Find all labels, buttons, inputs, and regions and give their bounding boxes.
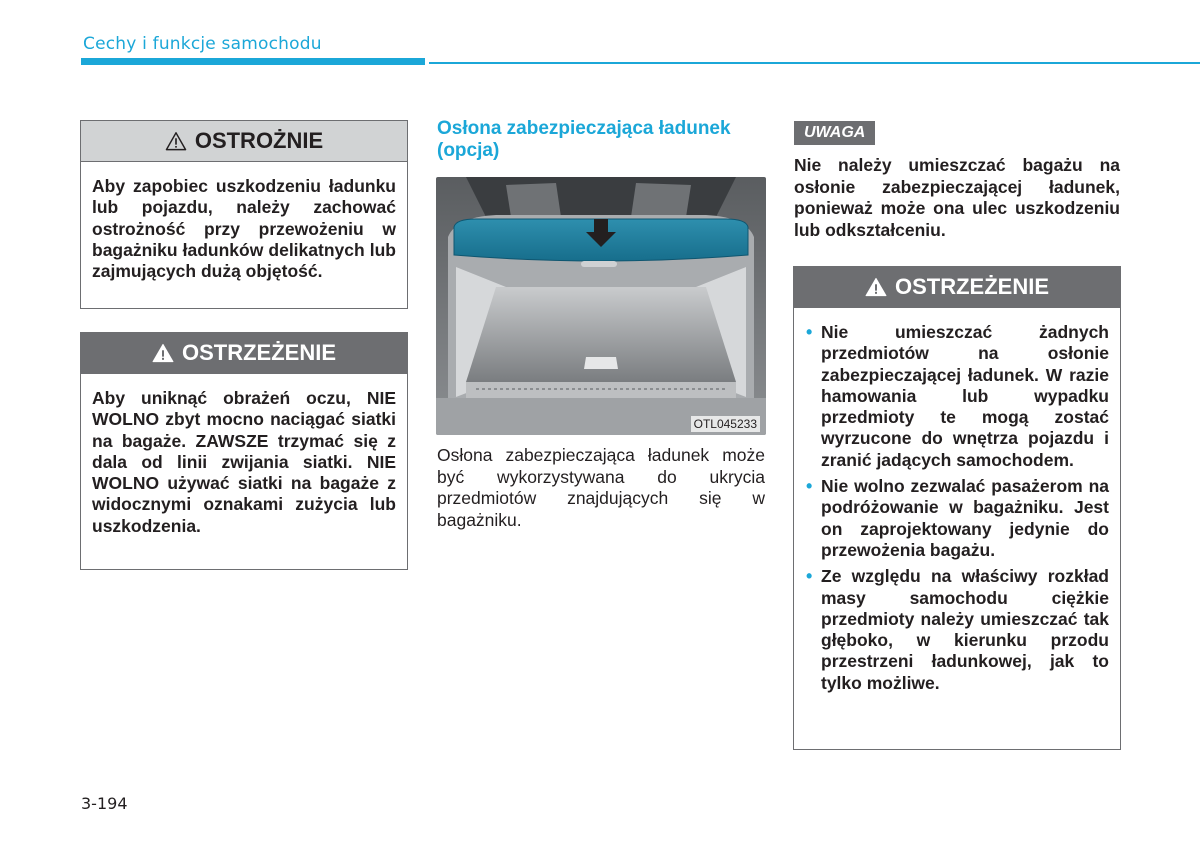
page-number: 3-194 (81, 794, 128, 813)
warning-title-left: OSTRZEŻENIE (181, 340, 336, 365)
header-accent-bar (81, 58, 425, 65)
note-tag: UWAGA (794, 121, 875, 145)
warning-triangle-icon (152, 343, 174, 363)
warning-list (805, 322, 1109, 694)
caution-box (80, 120, 408, 309)
warning-body-right (794, 308, 1120, 709)
warning-header-right (794, 267, 1120, 308)
image-code: OTL045233 (691, 416, 760, 432)
warning-title-right: OSTRZEŻENIE (894, 274, 1049, 299)
list-item: • Nie wolno zezwalać pasażerom na podróżowanie w bagażniku. Jest on zaprojektowany jedynie do przewożenia bagażu. (805, 476, 1109, 561)
page-header (81, 34, 1200, 70)
caution-triangle-icon (165, 131, 187, 151)
section-paragraph: Osłona zabezpieczająca ładunek może być wykorzystywana do ukrycia przedmiotów znajdujących się w bagażniku. (437, 445, 765, 530)
warning-text-left: Aby uniknąć obrażeń oczu, NIE WOLNO zbyt mocno naciągać siatki na bagaże. ZAWSZE trzymać się z dala od linii zwijania siatki. NIE WOLNO używać siatki na bagaże z widocznymi oznakami zużycia lub uszkodzenia. (92, 388, 396, 536)
section-header-title: Cechy i funkcje samochodu (83, 34, 322, 54)
list-item: • Ze względu na właściwy rozkład masy samochodu ciężkie przedmioty należy umieszczać tak głęboko, w kierunku przodu przestrzeni ładunkowej, jak to tylko możliwe. (805, 566, 1109, 694)
warning-header-left (81, 333, 407, 374)
warning-box-right (793, 266, 1121, 750)
cargo-cover-photo (436, 177, 766, 435)
header-rule (429, 62, 1200, 64)
caution-title: OSTROŻNIE (194, 128, 324, 153)
warning-box-left (80, 332, 408, 570)
caution-text: Aby zapobiec uszkodzeniu ładunku lub pojazdu, należy zachować ostrożność przy przewożeniu w bagażniku ładunków delikatnych lub zajmujących dużą objętość. (92, 176, 396, 282)
note-text: Nie należy umieszczać bagażu na osłonie zabezpieczającej ładunek, ponieważ może ona ulec uszkodzeniu lub odkształceniu. (794, 155, 1120, 240)
list-item: • Nie umieszczać żadnych przedmiotów na osłonie zabezpieczającej ładunek. W razie hamowania lub wypadku przedmioty te mogą zostać wyrzucone do wnętrza pojazdu i zranić jadących samochodem. (805, 322, 1109, 471)
warning-triangle-icon (865, 277, 887, 297)
caution-header (81, 121, 407, 162)
section-title: Osłona zabezpieczająca ładunek (opcja) (437, 118, 731, 161)
cargo-area-illustration (436, 177, 766, 435)
